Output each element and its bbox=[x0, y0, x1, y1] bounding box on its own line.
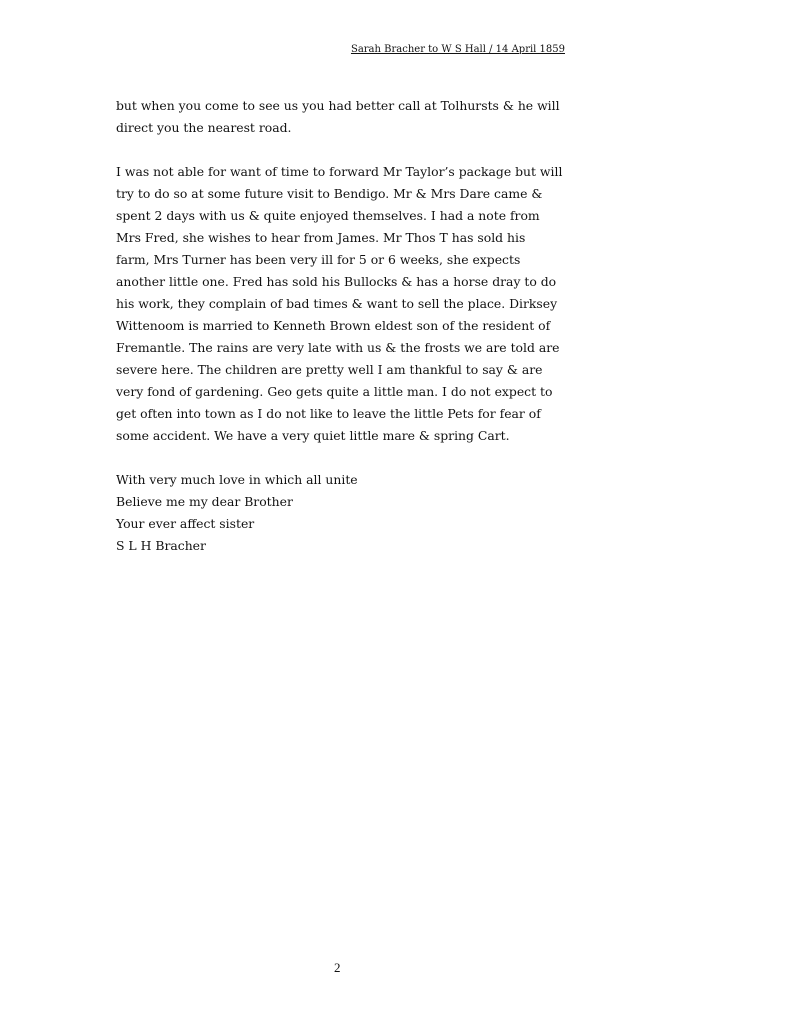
text-line: another little one. Fred has sold his Bullocks & has a horse dray to do bbox=[116, 274, 557, 289]
text-line: Fremantle. The rains are very late with us & the frosts we are told are bbox=[116, 340, 560, 355]
signature: S L H Bracher bbox=[116, 538, 206, 553]
text-line: farm, Mrs Turner has been very ill for 5 or 6 weeks, she expects bbox=[116, 252, 521, 267]
text-line: very fond of gardening. Geo gets quite a little man. I do not expect to bbox=[116, 384, 553, 399]
text-line: Wittenoom is married to Kenneth Brown eldest son of the resident of bbox=[116, 318, 551, 333]
text-line: get often into town as I do not like to leave the little Pets for fear of bbox=[116, 406, 541, 421]
closing-line: With very much love in which all unite bbox=[116, 472, 358, 487]
text-line: but when you come to see us you had better call at Tolhursts & he will bbox=[116, 98, 560, 113]
text-line: spent 2 days with us & quite enjoyed themselves. I had a note from bbox=[116, 208, 540, 223]
text-line: his work, they complain of bad times & want to sell the place. Dirksey bbox=[116, 296, 558, 311]
letter-body bbox=[116, 95, 586, 557]
text-line: direct you the nearest road. bbox=[116, 120, 292, 135]
paragraph-2 bbox=[116, 161, 586, 447]
page-number: 2 bbox=[334, 960, 341, 975]
text-line: some accident. We have a very quiet little mare & spring Cart. bbox=[116, 428, 510, 443]
closing-line: Believe me my dear Brother bbox=[116, 494, 293, 509]
text-line: Mrs Fred, she wishes to hear from James. Mr Thos T has sold his bbox=[116, 230, 526, 245]
text-line: try to do so at some future visit to Bendigo. Mr & Mrs Dare came & bbox=[116, 186, 543, 201]
running-header: Sarah Bracher to W S Hall / 14 April 1859 bbox=[350, 44, 565, 55]
paragraph-1 bbox=[116, 95, 586, 139]
closing-line: Your ever affect sister bbox=[116, 516, 255, 531]
text-line: severe here. The children are pretty well I am thankful to say & are bbox=[116, 362, 543, 377]
letter-closing bbox=[116, 469, 586, 557]
text-line: I was not able for want of time to forward Mr Taylor’s package but will bbox=[116, 164, 563, 179]
